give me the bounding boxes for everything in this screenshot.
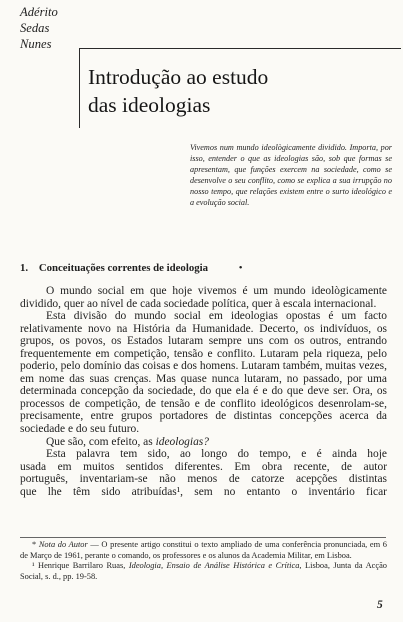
paragraph-4-line-1: Esta palavra tem sido, ao longo do tempo, e é ainda hoje — [46, 448, 387, 461]
footnotes — [20, 540, 387, 582]
footnote-1-title: Ideologia, Ensaio de Análise Histórica e Crítica — [128, 561, 300, 571]
footnote-1-prefix: ¹ Henrique Barrilaro Ruas, — [32, 561, 129, 571]
paragraph-4-line-2: usada em muitos sentidos diferentes. Em obra recente, de autor — [20, 460, 387, 473]
paragraph-4-line-4: que lhe têm sido atribuídas¹, sem no entanto o inventário ficar — [20, 485, 387, 498]
author-name — [20, 4, 58, 52]
author-line-last: Nunes — [20, 37, 52, 51]
author-line-first: Adérito — [20, 5, 58, 19]
footnote-author-label: Nota do Autor — [38, 540, 88, 549]
footnote-asterisk: * — [32, 540, 39, 549]
paragraph-2: Esta divisão do mundo social em ideologias opostas é um facto relativamente novo na História da Humanidade. Decerto, os indivíduos, os grupos, os povos, os Estados lutaram sempre uns com os outros, entrando frequentemente em competição, tensão e conflito. Lutaram pela riqueza, pelo poderio, pelo domínio das coisas e dos homens. Lutaram também, muitas vezes, em nome das suas crenças. Mas quase nunca lutaram, no passado, por uma determinada concepção da sociedade, do que ela é e do que deve ser. Ora, os processos de competição, de tensão e de conflito ideológicos desenrolam-se, precisamente, entre grupos portadores de distintas concepções acerca da sociedade e do seu futuro. — [20, 310, 387, 436]
footnote-author-text: — O presente artigo constitui o texto ampliado de uma conferência pronunciada, em 6 de Março de 1961, perante o comando, os professores e os alunos da Academia Militar, em Lisboa. — [20, 540, 387, 560]
paragraph-1: O mundo social em que hoje vivemos é um mundo ideològicamente dividido, quer ao nível de cada sociedade política, quer à escala internacional. — [20, 285, 387, 310]
epigraph: Vivemos num mundo ideològicamente dividido. Importa, por isso, entender o que as ideologias são, sob que formas se apresentam, que funções exercem na sociedade, como se desenvolve o seu conflito, como se explica a sua irrupção no nosso tempo, que relações existem entre o surto ideológico e a evolução social. — [190, 143, 392, 207]
article-title — [88, 63, 401, 119]
paragraph-3-text: Que são, com efeito, as — [46, 435, 156, 448]
footnote-1 — [20, 561, 387, 582]
section-number: 1. — [20, 262, 29, 274]
section-marker: • — [238, 262, 243, 274]
section-title: Conceituações correntes de ideologia — [38, 262, 209, 274]
footnote-author-note — [20, 540, 387, 561]
author-line-middle: Sedas — [20, 21, 50, 35]
footnote-1-rest: , Lisboa, Junta da Acção Social, s. d., pp. 19-58. — [20, 561, 387, 581]
paragraph-4-line-3: português, inventariam-se não menos de catorze acepções distintas — [20, 473, 387, 486]
paragraph-3 — [20, 436, 387, 449]
paragraph-3-emphasis: ideologias? — [155, 435, 209, 448]
section-heading — [20, 262, 382, 274]
title-frame — [79, 48, 401, 128]
footnote-divider — [20, 537, 386, 538]
title-line-2: das ideologias — [88, 93, 211, 117]
title-line-1: Introdução ao estudo — [88, 65, 269, 89]
article-body — [20, 285, 387, 498]
page-number: 5 — [377, 599, 383, 611]
